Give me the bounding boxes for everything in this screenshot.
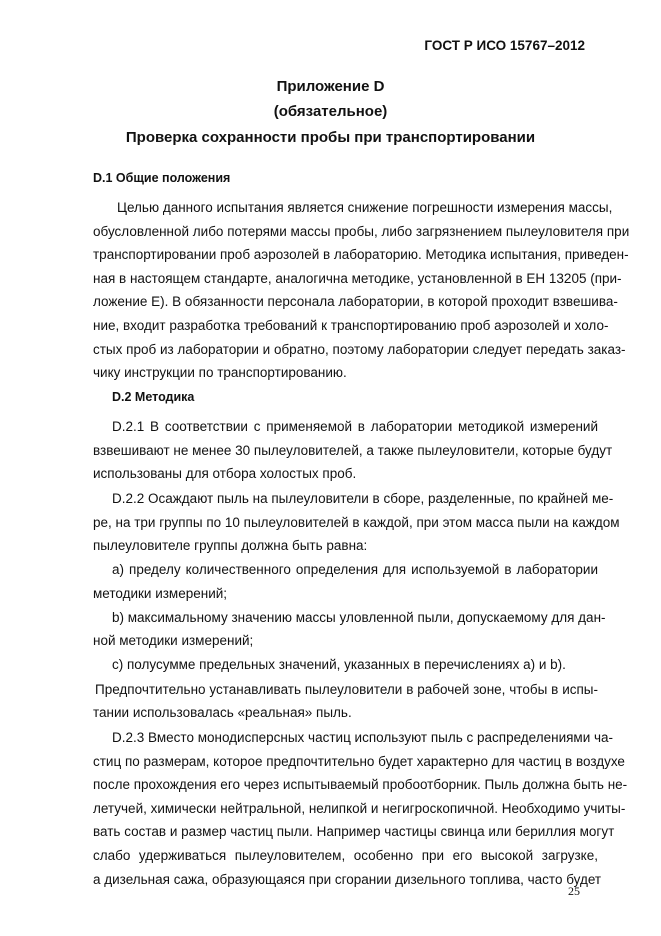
list-item-a: а) пределу количественного определения для используемой в лаборатории (112, 562, 598, 577)
text-line: вать состав и размер частиц пыли. Например частицы свинца или бериллия могут (93, 824, 615, 839)
text-line: стых проб из лаборатории и обратно, поэтому лаборатории следует передать заказ- (93, 342, 626, 357)
text-line: стиц по размерам, которое предпочтительно будет характерно для частиц в воздухе (93, 754, 625, 769)
text-line: ной методики измерений; (93, 633, 254, 648)
text-line: ре, на три группы по 10 пылеуловителей в каждой, при этом масса пыли на каждом (93, 515, 620, 530)
text-line: ная в настоящем стандарте, аналогична методике, установленной в ЕН 13205 (при- (93, 271, 622, 286)
text-line: методики измерений; (93, 586, 228, 601)
text-line: D.2.1 В соответствии с применяемой в лаборатории методикой измерений (112, 419, 598, 434)
appendix-name: Проверка сохранности пробы при транспортировании (125, 129, 536, 146)
section-heading-method: D.2 Методика (112, 390, 195, 404)
list-item-c: с) полусумме предельных значений, указанных в перечислениях а) и b). (112, 657, 566, 672)
text-line: а дизельная сажа, образующаяся при сгорании дизельного топлива, часто будет (93, 872, 602, 887)
text-line: тании использовалась «реальная» пыль. (93, 705, 352, 720)
appendix-status: (обязательное) (273, 103, 388, 120)
list-item-b: b) максимальному значению массы уловленной пыли, допускаемому для дан- (112, 610, 606, 625)
text-line: летучей, химически нейтральной, нелипкой и негигроскопичной. Необходимо учиты- (93, 801, 626, 816)
text-line: Целью данного испытания является снижение погрешности измерения массы, (117, 200, 613, 215)
page-number: 25 (568, 884, 580, 898)
standard-designation: ГОСТ Р ИСО 15767–2012 (424, 38, 585, 53)
text-line: использованы для отбора холостых проб. (93, 466, 357, 481)
appendix-title: Приложение D (276, 78, 385, 95)
text-line: ложение Е). В обязанности персонала лаборатории, в которой проходит взвешива- (93, 294, 618, 309)
text-line: Предпочтительно устанавливать пылеуловители в рабочей зоне, чтобы в испы- (95, 682, 598, 697)
text-line: чику инструкции по транспортированию. (93, 365, 347, 380)
text-line: транспортировании проб аэрозолей в лабораторию. Методика испытания, приведен- (93, 247, 629, 262)
text-line: пылеуловителе группы должна быть равна: (93, 538, 368, 553)
text-line: D.2.2 Осаждают пыль на пылеуловители в сборе, разделенные, по крайней ме- (112, 491, 614, 506)
text-line: после прохождения его через испытываемый пробоотборник. Пыль должна быть не- (93, 777, 628, 792)
text-line: D.2.3 Вместо монодисперсных частиц используют пыль с распределениями ча- (112, 730, 614, 745)
section-heading-general: D.1 Общие положения (93, 171, 231, 185)
text-line: ние, входит разработка требований к транспортированию проб аэрозолей и холо- (93, 318, 609, 333)
text-line: взвешивают не менее 30 пылеуловителей, а также пылеуловители, которые будут (93, 443, 613, 458)
text-line: обусловленной либо потерями массы пробы, либо загрязнением пылеуловителя при (93, 224, 630, 239)
text-line: слабо удерживаться пылеуловителем, особенно при его высокой загрузке, (93, 848, 598, 863)
